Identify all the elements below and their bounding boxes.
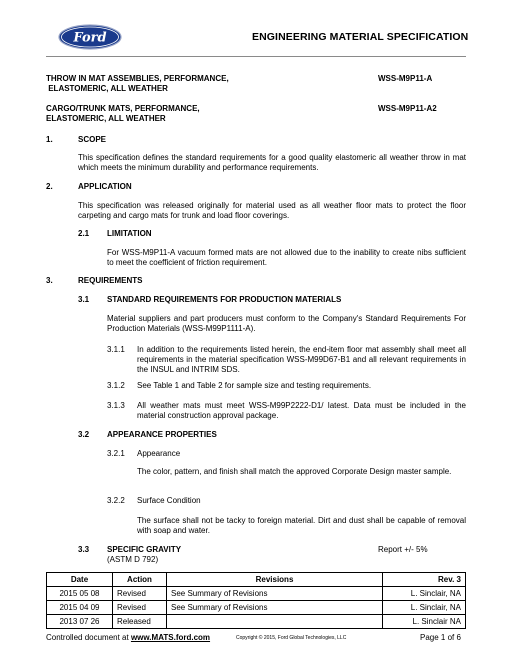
page-number: Page 1 of 6 bbox=[420, 633, 461, 642]
revision-author: L. Sinclair NA bbox=[383, 615, 466, 629]
revision-date: 2013 07 26 bbox=[47, 615, 113, 629]
revision-header-action: Action bbox=[113, 573, 167, 587]
section-2-number: 2. bbox=[46, 182, 53, 191]
footer-controlled-text: Controlled document at bbox=[46, 633, 131, 642]
section-3-3-title: SPECIFIC GRAVITY bbox=[107, 545, 182, 554]
section-2-1-body: For WSS-M9P11-A vacuum formed mats are not allowed due to the inability to create nibs sufficient to meet the coefficient of friction requirement. bbox=[107, 248, 466, 267]
product-2-code: WSS-M9P11-A2 bbox=[378, 104, 437, 113]
section-3-2-number: 3.2 bbox=[78, 430, 90, 439]
section-3-3-method: (ASTM D 792) bbox=[107, 555, 159, 564]
section-3-1-1-body: In addition to the requirements listed herein, the end-item floor mat assembly shall meet all requirements in the material specification WSS-M99D67-B1 and all relevant requirements in the INSUL and INTRIM SDS. bbox=[137, 345, 466, 374]
table-row bbox=[47, 587, 466, 601]
section-3-2-1-body: The color, pattern, and finish shall match the approved Corporate Design master sample. bbox=[137, 467, 452, 476]
mats-link[interactable]: www.MATS.ford.com bbox=[130, 633, 211, 642]
section-3-1-2-number: 3.1.2 bbox=[107, 381, 125, 390]
section-3-2-2-number: 3.2.2 bbox=[107, 496, 125, 505]
revision-action: Revised bbox=[113, 587, 167, 601]
revision-author: L. Sinclair, NA bbox=[383, 601, 466, 615]
revision-description bbox=[167, 615, 383, 629]
revision-header-date: Date bbox=[47, 573, 113, 587]
footer-controlled bbox=[46, 633, 210, 642]
section-2-body: This specification was released originally for material used as all weather floor mats to protect the floor carpeting and cargo mats for trunk and load floor coverings. bbox=[78, 201, 466, 220]
product-2-title-line2: ELASTOMERIC, ALL WEATHER bbox=[46, 114, 166, 123]
product-1-title-line2: ELASTOMERIC, ALL WEATHER bbox=[46, 84, 168, 93]
section-3-1-2-body: See Table 1 and Table 2 for sample size and testing requirements. bbox=[137, 381, 372, 390]
section-3-1-body: Material suppliers and part producers must conform to the Company's Standard Requirements For Production Materials (WSS-M99P1111-A). bbox=[107, 314, 466, 333]
revision-table bbox=[46, 572, 466, 629]
revision-date: 2015 05 08 bbox=[47, 587, 113, 601]
product-1-code: WSS-M9P11-A bbox=[378, 74, 433, 83]
table-row bbox=[47, 601, 466, 615]
section-3-2-2-title: Surface Condition bbox=[137, 496, 201, 505]
section-3-2-title: APPEARANCE PROPERTIES bbox=[107, 430, 217, 439]
section-1-title: SCOPE bbox=[78, 135, 107, 144]
section-3-1-3-number: 3.1.3 bbox=[107, 401, 125, 410]
logo-text: Ford bbox=[73, 30, 107, 46]
section-3-2-1-title: Appearance bbox=[137, 449, 181, 458]
revision-action: Revised bbox=[113, 601, 167, 615]
section-1-body: This specification defines the standard requirements for a good quality elastomeric all weather throw in mat which meets the minimum durability and performance requirements. bbox=[78, 153, 466, 172]
section-1-number: 1. bbox=[46, 135, 53, 144]
section-3-1-number: 3.1 bbox=[78, 295, 90, 304]
section-2-title: APPLICATION bbox=[78, 182, 132, 191]
revision-author: L. Sinclair, NA bbox=[383, 587, 466, 601]
ford-logo bbox=[58, 24, 122, 50]
section-3-3-number: 3.3 bbox=[78, 545, 90, 554]
section-3-1-title: STANDARD REQUIREMENTS FOR PRODUCTION MATERIALS bbox=[107, 295, 342, 304]
section-3-2-1-number: 3.2.1 bbox=[107, 449, 125, 458]
footer-copyright: Copyright © 2015, Ford Global Technologies, LLC bbox=[236, 635, 347, 641]
section-2-1-number: 2.1 bbox=[78, 229, 90, 238]
revision-action: Released bbox=[113, 615, 167, 629]
section-3-3-report: Report +/- 5% bbox=[378, 545, 428, 554]
revision-header-rev: Rev. 3 bbox=[383, 573, 466, 587]
product-1-title-line1: THROW IN MAT ASSEMBLIES, PERFORMANCE, bbox=[46, 74, 229, 83]
header-divider bbox=[46, 56, 466, 57]
section-3-number: 3. bbox=[46, 276, 53, 285]
revision-header-revisions: Revisions bbox=[167, 573, 383, 587]
table-row bbox=[47, 615, 466, 629]
section-3-title: REQUIREMENTS bbox=[78, 276, 143, 285]
section-3-1-1-number: 3.1.1 bbox=[107, 345, 125, 354]
revision-header-row bbox=[47, 573, 466, 587]
product-2-title-line1: CARGO/TRUNK MATS, PERFORMANCE, bbox=[46, 104, 200, 113]
section-2-1-title: LIMITATION bbox=[107, 229, 152, 238]
revision-date: 2015 04 09 bbox=[47, 601, 113, 615]
document-title: ENGINEERING MATERIAL SPECIFICATION bbox=[252, 31, 469, 43]
revision-description: See Summary of Revisions bbox=[167, 601, 383, 615]
section-3-2-2-body: The surface shall not be tacky to foreign material. Dirt and dust shall be capable of removal with soap and water. bbox=[137, 516, 466, 535]
section-3-1-3-body: All weather mats must meet WSS-M99P2222-D1/ latest. Data must be included in the material construction approval package. bbox=[137, 401, 466, 420]
revision-description: See Summary of Revisions bbox=[167, 587, 383, 601]
